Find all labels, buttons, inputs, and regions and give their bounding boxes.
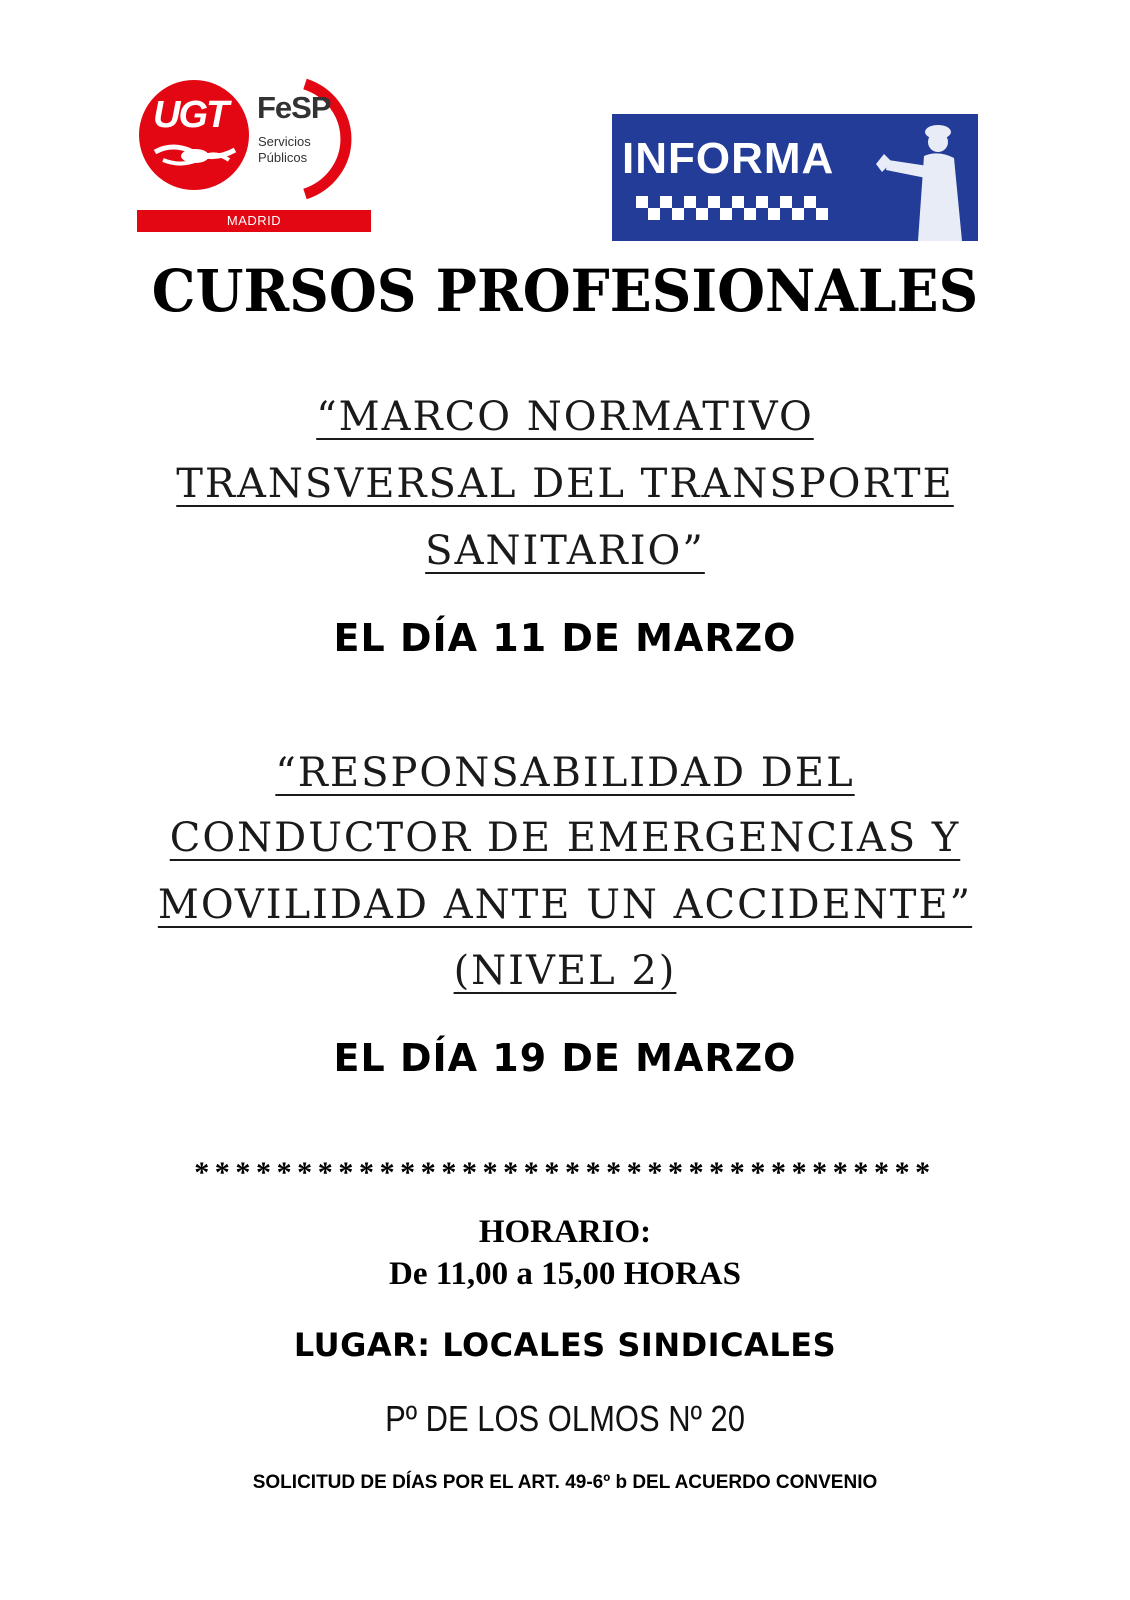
course-2-title-line-2: CONDUCTOR DE EMERGENCIAS Y — [169, 815, 961, 861]
fesp-title: FeSP — [257, 90, 331, 125]
asterisk-separator: ************************************ — [194, 1156, 936, 1189]
fesp-subtitle-line1: Servicios — [258, 134, 311, 149]
course-1-title-line-2: TRANSVERSAL DEL TRANSPORTE — [176, 461, 954, 507]
schedule-hours: De 11,00 a 15,00 HORAS — [388, 1256, 741, 1292]
ugt-logo-text: UGT — [153, 94, 228, 136]
schedule-label: HORARIO: — [478, 1214, 652, 1250]
page-title: CURSOS PROFESIONALES — [151, 256, 979, 325]
handshake-icon — [153, 138, 237, 172]
course-2-title-line-1: “RESPONSABILIDAD DEL — [275, 750, 855, 796]
address-line: Pº DE LOS OLMOS Nº 20 — [385, 1398, 745, 1439]
footer-note: SOLICITUD DE DÍAS POR EL ART. 49-6º b DEL ACUERDO CONVENIO — [252, 1472, 878, 1493]
course-1-title-line-1: “MARCO NORMATIVO — [316, 394, 814, 440]
informa-banner — [612, 114, 978, 241]
course-2-title-line-3: MOVILIDAD ANTE UN ACCIDENTE” — [157, 882, 973, 928]
informa-text: INFORMA — [622, 134, 835, 183]
place-line: LUGAR: LOCALES SINDICALES — [293, 1326, 837, 1364]
course-1-title-line-3: SANITARIO” — [425, 528, 705, 574]
course-2-date: EL DÍA 19 DE MARZO — [333, 1036, 797, 1080]
fesp-subtitle-line2: Públicos — [258, 150, 308, 165]
ugt-fesp-logo — [135, 76, 375, 236]
madrid-bar: MADRID — [137, 210, 371, 232]
course-2-title-line-4: (NIVEL 2) — [453, 948, 677, 994]
checkered-band-icon — [636, 196, 836, 220]
course-1-date: EL DÍA 11 DE MARZO — [333, 616, 797, 660]
traffic-officer-icon — [872, 118, 976, 241]
